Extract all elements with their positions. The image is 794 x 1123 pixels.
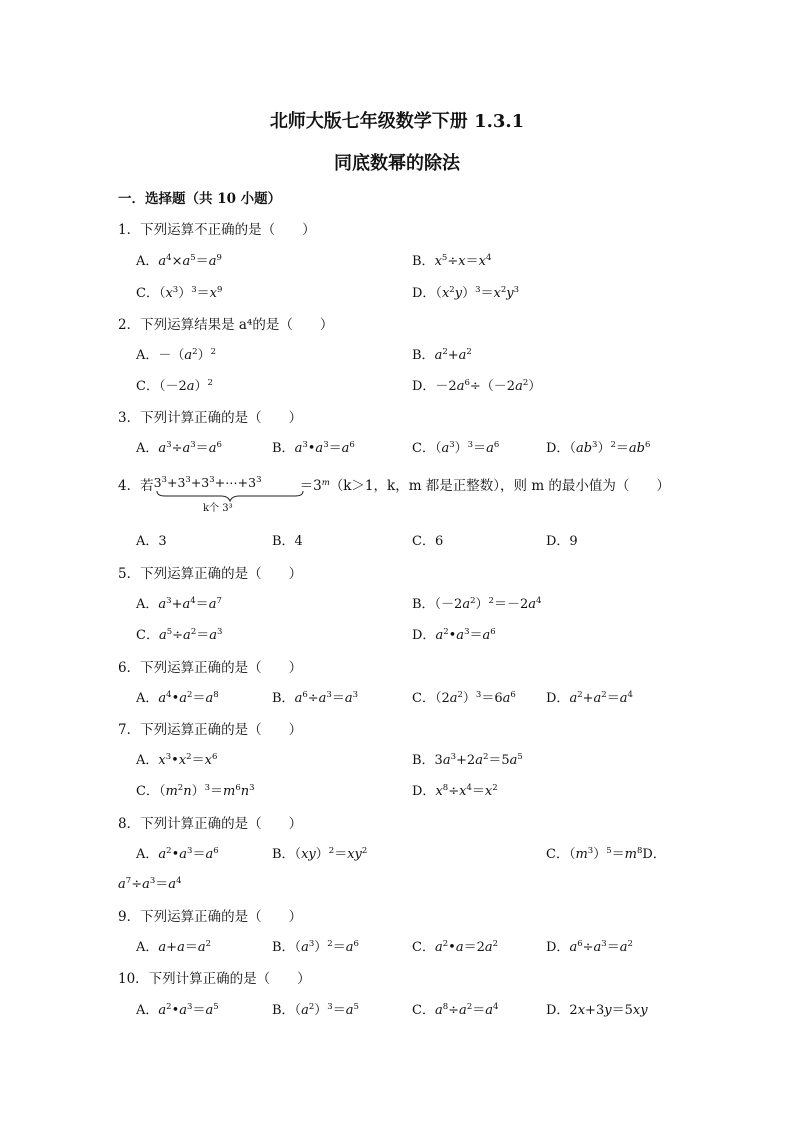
question-10-option-c: C．$a^8\div a^2=a^4$ xyxy=(412,1002,499,1018)
question-1-option-b: B．$x^5\div x=x^4$ xyxy=(412,253,492,269)
question-5-option-d: D．$a^2•a^3=a^6$ xyxy=(412,627,496,643)
question-9-option-b: B．$(a^3)^2=a^6$ xyxy=(272,939,359,955)
document-title: 北师大版七年级数学下册 1.3.1 xyxy=(269,111,525,132)
question-5-option-c: C．$a^5\div a^2=a^3$ xyxy=(136,627,223,643)
question-1-option-c: C．$(x^3)^3=x^9$ xyxy=(136,285,223,301)
question-5-stem: 5．下列运算正确的是（ ） xyxy=(118,566,303,582)
question-3-option-b: B．$a^3•a^3=a^6$ xyxy=(272,440,355,456)
question-6-option-c: C．$(2a^2)^3=6a^6$ xyxy=(412,690,516,706)
question-7-option-d: D．$x^8\div x^4=x^2$ xyxy=(412,783,498,799)
question-9-option-c: C．$a^2•a=2a^2$ xyxy=(412,939,499,955)
question-8-option-a: A．$a^2•a^3=a^6$ xyxy=(136,846,219,862)
question-1-option-d: D．$(x^2y)^3=x^2y^3$ xyxy=(412,285,520,301)
question-2-option-a: A．$-(a^2)^2$ xyxy=(136,347,217,363)
question-5-option-a: A．$a^3+a^4=a^7$ xyxy=(136,596,222,612)
question-9-option-a: A．$a+a=a^2$ xyxy=(136,939,212,955)
question-7-stem: 7．下列运算正确的是（ ） xyxy=(118,722,303,738)
question-10-option-a: A．$a^2•a^3=a^5$ xyxy=(136,1002,219,1018)
question-6-stem: 6．下列运算正确的是（ ） xyxy=(118,660,303,676)
question-3-stem: 3．下列计算正确的是（ ） xyxy=(118,410,303,426)
question-4-prefix: 4．若 xyxy=(118,478,154,494)
question-4-option-a: A．3 xyxy=(136,534,167,549)
question-8-option-b: B．$(xy)^2=xy^2$ xyxy=(272,846,368,862)
question-8-option-c: C．$(m^3)^5=m^8D$． xyxy=(546,846,666,862)
question-8-option-d: $a^7\div a^3=a^4$ xyxy=(118,876,182,892)
question-10-stem: 10．下列计算正确的是（ ） xyxy=(118,971,311,987)
question-7-option-b: B．$3a^3+2a^2=5a^5$ xyxy=(412,752,523,768)
question-3-option-a: A．$a^3\div a^3=a^6$ xyxy=(136,440,222,456)
question-1-option-a: A．$a^4\times a^5=a^9$ xyxy=(136,253,222,269)
question-2-stem: 2．下列运算结果是 a⁴的是（ ） xyxy=(118,317,334,333)
question-6-option-d: D．$a^2+a^2=a^4$ xyxy=(546,690,633,706)
question-8-stem: 8．下列计算正确的是（ ） xyxy=(118,816,303,832)
question-2-option-d: D．$-2a^6\div(-2a^2)$ xyxy=(412,378,542,394)
section-heading: 一．选择题（共 10 小题） xyxy=(118,191,282,207)
question-7-option-c: C．$(m^2n)^3=m^6n^3$ xyxy=(136,783,255,799)
question-6-option-a: A．$a^4•a^2=a^8$ xyxy=(136,690,219,706)
question-9-stem: 9．下列运算正确的是（ ） xyxy=(118,909,303,925)
question-5-option-b: B．$(-2a^2)^2=-2a^4$ xyxy=(412,596,542,612)
question-10-option-d: D．2x+3y＝5xy xyxy=(546,1003,648,1018)
question-4-brace-label: k个 3³ xyxy=(203,503,233,514)
question-4-option-d: D．9 xyxy=(546,534,578,549)
question-4-option-b: B．4 xyxy=(272,534,303,549)
question-4-sum-expression: $3^3+3^3+3^3+\cdots+3^3$ xyxy=(153,475,262,490)
question-4-stem: 4．若 $3^3+3^3+3^3+\cdots+3^3$ $=3^m(k>1$，k，m 都是正整数），则 m 的最小值为（ ） xyxy=(118,475,670,494)
question-10-option-b: B．$(a^2)^3=a^5$ xyxy=(272,1002,359,1018)
question-2-option-b: B．$a^2+a^2$ xyxy=(412,347,472,363)
document-subtitle: 同底数幂的除法 xyxy=(334,153,460,174)
question-4-stem-rest: （k＞1，k，m 都是正整数），则 m 的最小值为（ ） xyxy=(329,478,670,494)
question-3-option-c: C．$(a^3)^3=a^6$ xyxy=(412,440,500,456)
question-9-option-d: D．$a^6\div a^3=a^2$ xyxy=(546,939,633,955)
question-7-option-a: A．$x^3•x^2=x^6$ xyxy=(136,752,218,768)
question-1-stem: 1．下列运算不正确的是（ ） xyxy=(118,222,316,238)
question-3-option-d: D．$(ab^3)^2=ab^6$ xyxy=(546,440,651,456)
question-6-option-b: B．$a^6\div a^3=a^3$ xyxy=(272,690,359,706)
question-4-option-c: C．6 xyxy=(412,534,444,549)
question-2-option-c: C．$(-2a)^2$ xyxy=(136,378,213,394)
